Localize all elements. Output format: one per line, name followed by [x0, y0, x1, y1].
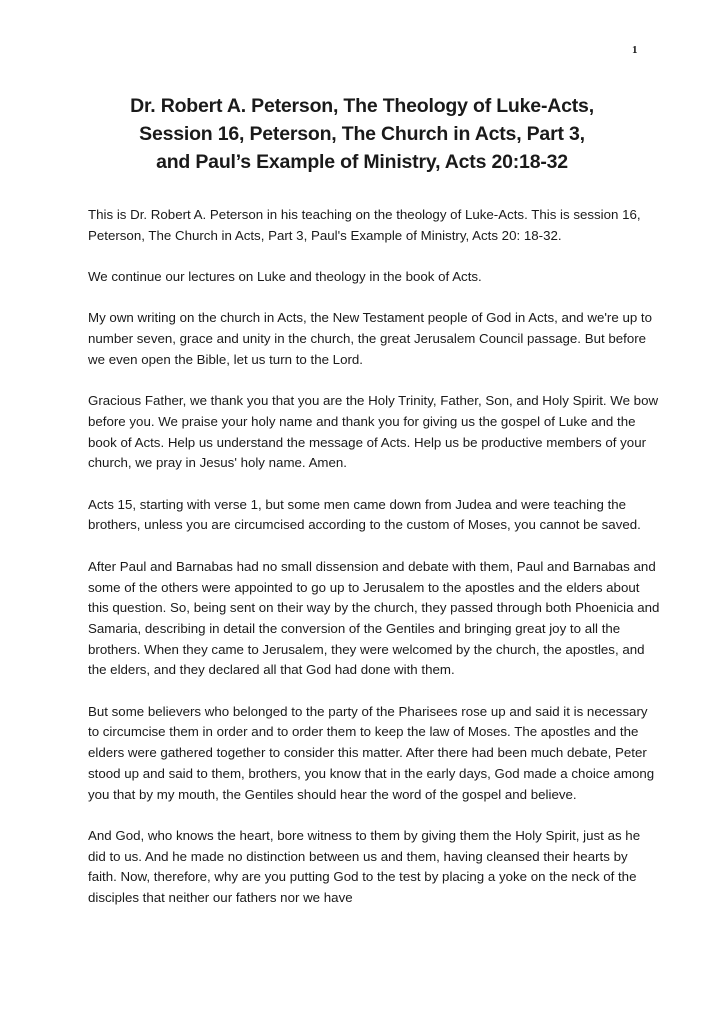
document-title: [60, 92, 664, 176]
page-number: 1: [632, 44, 638, 56]
paragraph-acts-15: Acts 15, starting with verse 1, but some men came down from Judea and were teaching the brothers, unless you are circumcised according to the custom of Moses, you cannot be saved.: [88, 496, 641, 533]
title-line-1: Dr. Robert A. Peterson, The Theology of Luke-Acts,: [130, 95, 594, 117]
paragraph-continue: We continue our lectures on Luke and theology in the book of Acts.: [88, 269, 482, 285]
paragraph-paul-barnabas: After Paul and Barnabas had no small dissension and debate with them, Paul and Barnabas and some of the others were appointed to go up to Jerusalem to the apostles and the elders about this question. So, being sent on their way by the church, they passed through both Phoenicia and Samaria, describing in detail the conversion of the Gentiles and bringing great joy to all the brothers. When they came to Jerusalem, they were welcomed by the church, the apostles, and the elders, and they declared all that God had done with them.: [88, 558, 660, 678]
paragraph-holy-spirit: And God, who knows the heart, bore witness to them by giving them the Holy Spirit, just as he did to us. And he made no distinction between us and them, having cleansed their hearts by faith. Now, therefore, why are you putting God to the test by placing a yoke on the neck of the disciples that neither our fathers nor we have: [88, 827, 641, 906]
paragraph-pharisees: But some believers who belonged to the party of the Pharisees rose up and said it is necessary to circumcise them in order and to order them to keep the law of Moses. The apostles and the elders were gathered together to consider this matter. After there had been much debate, Peter stood up and said to them, brothers, you know that in the early days, God made a choice among you that by my mouth, the Gentiles should hear the word of the gospel and believe.: [88, 703, 655, 802]
paragraph-intro: This is Dr. Robert A. Peterson in his teaching on the theology of Luke-Acts. This is session 16, Peterson, The Church in Acts, Part 3, Paul's Example of Ministry, Acts 20: 18-32.: [88, 207, 641, 243]
title-line-2: Session 16, Peterson, The Church in Acts, Part 3,: [139, 123, 585, 145]
title-line-3: and Paul’s Example of Ministry, Acts 20:18-32: [156, 151, 568, 173]
paragraph-prayer: Gracious Father, we thank you that you are the Holy Trinity, Father, Son, and Holy Spirit. We bow before you. We praise your holy name and thank you for giving us the gospel of Luke and the book of Acts. Help us understand the message of Acts. Help us be productive members of your church, we pray in Jesus' holy name. Amen.: [88, 393, 659, 471]
body-text: [88, 205, 660, 909]
paragraph-writing: My own writing on the church in Acts, the New Testament people of God in Acts, and we're up to number seven, grace and unity in the church, the great Jerusalem Council passage. But before we even open the Bible, let us turn to the Lord.: [88, 310, 653, 367]
